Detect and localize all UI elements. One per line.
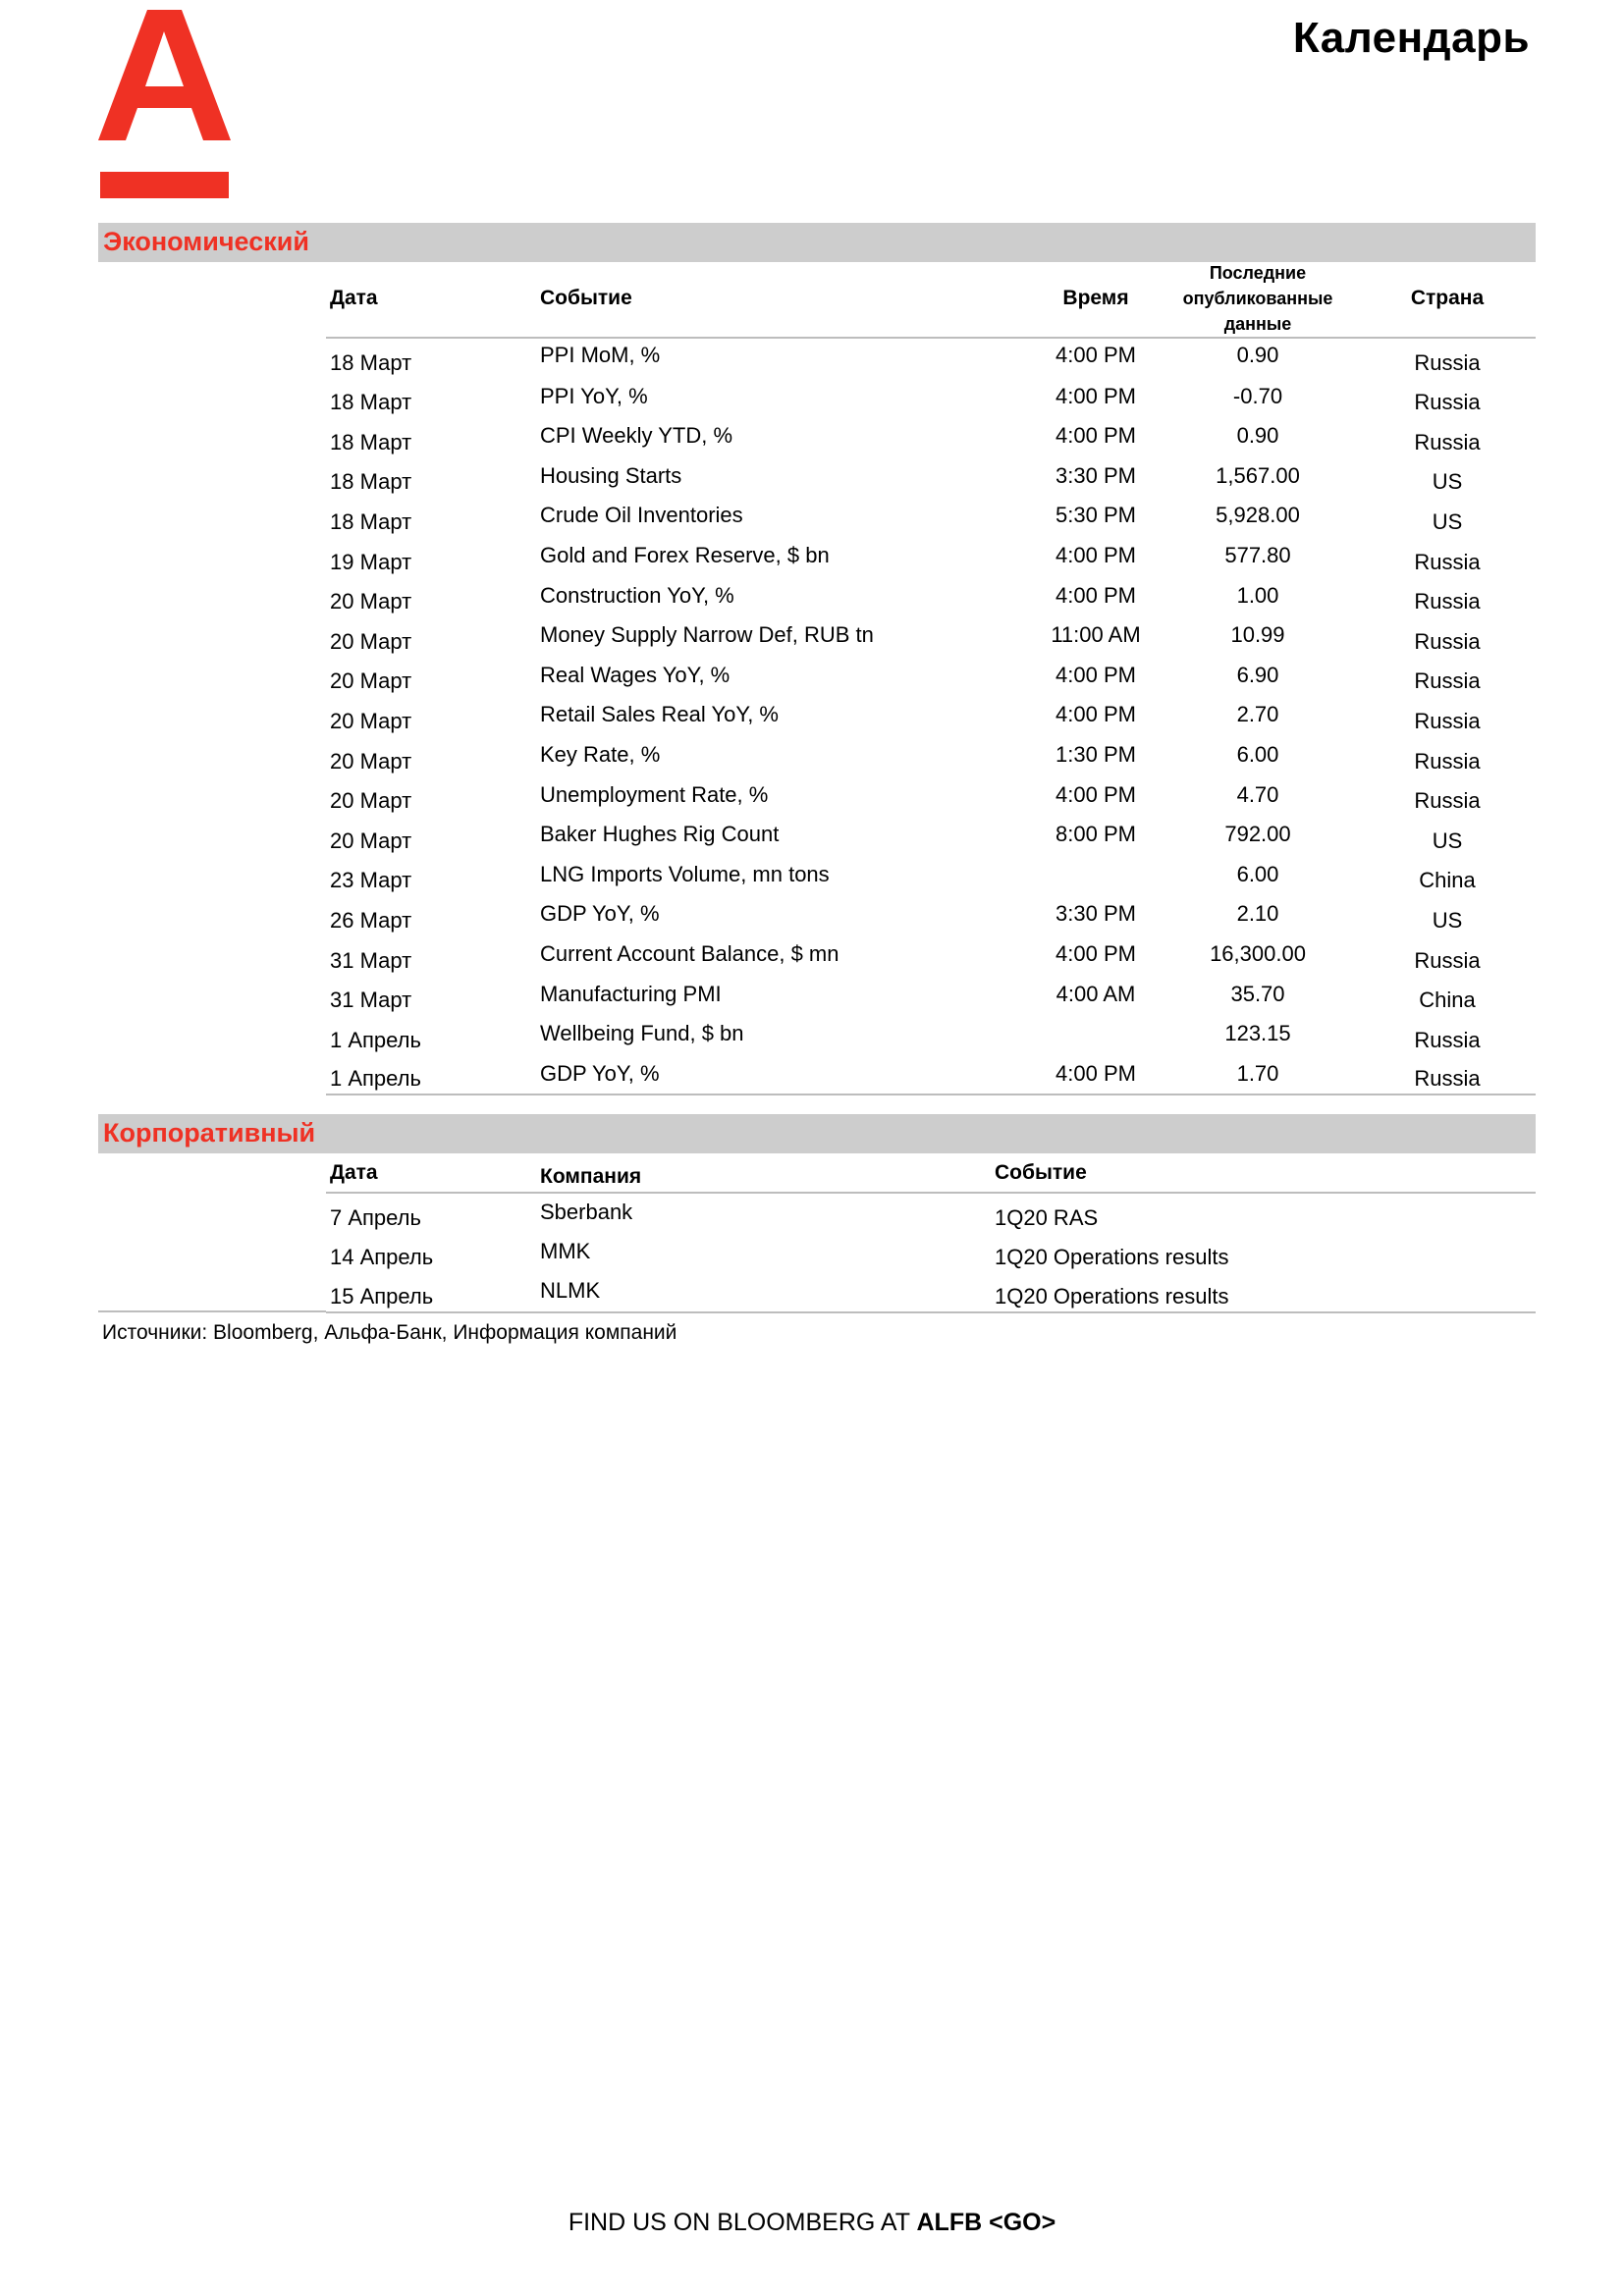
cell-time: 4:00 PM [1056, 542, 1136, 567]
cell-date: 26 Март [330, 907, 412, 933]
cell-date: 20 Март [330, 589, 412, 614]
divider [98, 1310, 326, 1312]
cell-date: 1 Апрель [326, 1055, 536, 1095]
footer-ticker: ALFB <GO> [916, 2209, 1056, 2236]
table-row [326, 457, 1536, 498]
cell-event: Manufacturing PMI [540, 981, 722, 1006]
cell-time: 4:00 PM [1056, 781, 1136, 807]
table-row [326, 856, 1536, 896]
cell-last-value: 5,928.00 [1216, 503, 1300, 528]
table-row [326, 577, 1536, 617]
cell-event: Wellbeing Fund, $ bn [540, 1021, 744, 1046]
cell-event: 1Q20 RAS [995, 1204, 1099, 1230]
cell-date: 20 Март [330, 828, 412, 853]
cell-country: Russia [1414, 947, 1481, 973]
cell-date: 31 Март [330, 988, 412, 1013]
cell-country: Russia [1414, 589, 1481, 614]
cell-time: 3:30 PM [1056, 901, 1136, 927]
cell-event: Housing Starts [540, 462, 682, 488]
cell-event: Key Rate, % [540, 741, 661, 767]
cell-last-value: 792.00 [1224, 822, 1291, 847]
cell-date: 14 Апрель [330, 1245, 434, 1270]
cell-event: Construction YoY, % [540, 582, 734, 608]
cell-last-value: 6.00 [1236, 861, 1279, 886]
cell-event: 1Q20 Operations results [995, 1245, 1229, 1270]
cell-event: Retail Sales Real YoY, % [540, 702, 779, 727]
cell-last-value: 1,567.00 [1216, 462, 1300, 488]
cell-last-value: 4.70 [1236, 781, 1279, 807]
cell-event: Crude Oil Inventories [540, 503, 743, 528]
column-header-date: Дата [326, 260, 536, 338]
cell-last-value: 16,300.00 [1210, 940, 1306, 966]
cell-time: 4:00 PM [1056, 383, 1136, 408]
cell-last-value: -0.70 [1232, 383, 1283, 408]
column-header-country: Страна [1359, 260, 1536, 338]
column-header-event: Событие [536, 260, 1035, 338]
cell-last-value: 0.90 [1236, 343, 1279, 367]
corporate-calendar-table [326, 1155, 1536, 1313]
table-row [326, 657, 1536, 697]
cell-country: US [1432, 508, 1463, 534]
cell-date: 18 Март [330, 429, 412, 454]
cell-time: 4:00 PM [1056, 343, 1136, 367]
cell-date: 23 Март [330, 868, 412, 893]
table-row [326, 537, 1536, 577]
cell-country: Russia [1414, 429, 1481, 454]
cell-date: 20 Март [330, 708, 412, 733]
table-row [326, 1272, 1536, 1312]
cell-country: Russia [1414, 390, 1481, 415]
cell-time: 3:30 PM [1056, 462, 1136, 488]
cell-last-value: 1.70 [1157, 1055, 1359, 1095]
column-header-company: Компания [536, 1155, 991, 1193]
cell-event: LNG Imports Volume, mn tons [540, 861, 830, 886]
cell-event: CPI Weekly YTD, % [540, 423, 733, 449]
cell-country: China [1419, 868, 1476, 893]
table-row [326, 935, 1536, 976]
cell-last-value: 35.70 [1230, 981, 1285, 1006]
alfa-bank-logo-icon [98, 10, 231, 198]
cell-event: 1Q20 Operations results [991, 1272, 1536, 1312]
table-row [326, 696, 1536, 736]
cell-date: 15 Апрель [326, 1272, 536, 1312]
cell-country: Russia [1414, 788, 1481, 814]
column-header-last-published: Последние опубликованные данные [1157, 260, 1359, 338]
sources-note: Источники: Bloomberg, Альфа-Банк, Информация компаний [102, 1321, 677, 1344]
cell-last-value: 6.00 [1236, 741, 1279, 767]
cell-event: Baker Hughes Rig Count [540, 822, 780, 847]
cell-date: 20 Март [330, 748, 412, 774]
cell-time: 4:00 PM [1056, 940, 1136, 966]
cell-last-value: 2.70 [1236, 702, 1279, 727]
cell-date: 18 Март [330, 469, 412, 495]
cell-country: Russia [1414, 628, 1481, 654]
cell-event: Unemployment Rate, % [540, 781, 769, 807]
table-row [326, 895, 1536, 935]
column-header-time: Время [1035, 260, 1157, 338]
table-row [326, 378, 1536, 418]
cell-last-value: 1.00 [1236, 582, 1279, 608]
economic-calendar-table [326, 260, 1536, 1095]
table-row [326, 417, 1536, 457]
table-row [326, 1233, 1536, 1273]
cell-time: 4:00 PM [1056, 662, 1136, 687]
cell-time [1035, 856, 1157, 896]
cell-date: 18 Март [330, 349, 412, 375]
cell-time: 4:00 PM [1056, 702, 1136, 727]
cell-country: Russia [1359, 1055, 1536, 1095]
table-row [326, 976, 1536, 1016]
cell-last-value: 123.15 [1224, 1021, 1291, 1046]
cell-date: 19 Март [330, 549, 412, 574]
cell-time: 8:00 PM [1056, 822, 1136, 847]
table-row [326, 1193, 1536, 1233]
table-row [326, 1055, 1536, 1095]
cell-date: 1 Апрель [330, 1027, 421, 1052]
cell-country: Russia [1414, 708, 1481, 733]
economic-section-title: Экономический [103, 227, 309, 256]
economic-section-header [98, 223, 1536, 262]
table-row [326, 497, 1536, 537]
cell-company: NLMK [536, 1272, 991, 1312]
cell-country: Russia [1414, 549, 1481, 574]
cell-date: 20 Март [330, 668, 412, 694]
cell-country: Russia [1414, 668, 1481, 694]
cell-event: Real Wages YoY, % [540, 662, 731, 687]
cell-time: 11:00 AM [1051, 622, 1141, 648]
cell-last-value: 0.90 [1236, 423, 1279, 449]
cell-country: Russia [1414, 748, 1481, 774]
cell-time: 4:00 AM [1056, 981, 1136, 1006]
corporate-section-header [98, 1114, 1536, 1153]
column-header-date: Дата [326, 1155, 536, 1193]
table-row [326, 736, 1536, 776]
footer [0, 2209, 1624, 2237]
cell-date: 7 Апрель [330, 1204, 421, 1230]
cell-country: US [1432, 907, 1463, 933]
cell-date: 18 Март [330, 390, 412, 415]
cell-date: 20 Март [330, 788, 412, 814]
cell-company: MMK [540, 1238, 591, 1263]
table-row [326, 338, 1536, 378]
table-row [326, 816, 1536, 856]
table-header-row [326, 1155, 1536, 1193]
corporate-section-title: Корпоративный [103, 1118, 316, 1148]
cell-last-value: 2.10 [1236, 901, 1279, 927]
cell-company: Sberbank [540, 1200, 633, 1224]
cell-time: 4:00 PM [1056, 423, 1136, 449]
cell-event: Money Supply Narrow Def, RUB tn [540, 622, 874, 648]
cell-country: China [1419, 988, 1476, 1013]
cell-date: 18 Март [330, 508, 412, 534]
cell-event: PPI MoM, % [540, 343, 661, 367]
table-row [326, 1015, 1536, 1055]
cell-time: 5:30 PM [1056, 503, 1136, 528]
cell-time: 4:00 PM [1056, 582, 1136, 608]
cell-event: Gold and Forex Reserve, $ bn [540, 542, 830, 567]
cell-last-value: 10.99 [1230, 622, 1285, 648]
table-row [326, 616, 1536, 657]
page-title: Календарь [1292, 14, 1530, 62]
cell-last-value: 6.90 [1236, 662, 1279, 687]
cell-time: 4:00 PM [1035, 1055, 1157, 1095]
cell-event: Current Account Balance, $ mn [540, 940, 839, 966]
cell-country: US [1432, 469, 1463, 495]
cell-country: Russia [1414, 1027, 1481, 1052]
table-row [326, 776, 1536, 817]
footer-text: FIND US ON BLOOMBERG AT [568, 2209, 917, 2236]
cell-time [1035, 1015, 1157, 1055]
column-header-event: Событие [991, 1155, 1536, 1193]
cell-last-value: 577.80 [1224, 542, 1291, 567]
cell-country: Russia [1414, 349, 1481, 375]
cell-time: 1:30 PM [1056, 741, 1136, 767]
cell-country: US [1432, 828, 1463, 853]
cell-event: PPI YoY, % [540, 383, 648, 408]
cell-event: GDP YoY, % [536, 1055, 1035, 1095]
cell-date: 31 Март [330, 947, 412, 973]
cell-event: GDP YoY, % [540, 901, 660, 927]
table-header-row [326, 260, 1536, 338]
cell-date: 20 Март [330, 628, 412, 654]
